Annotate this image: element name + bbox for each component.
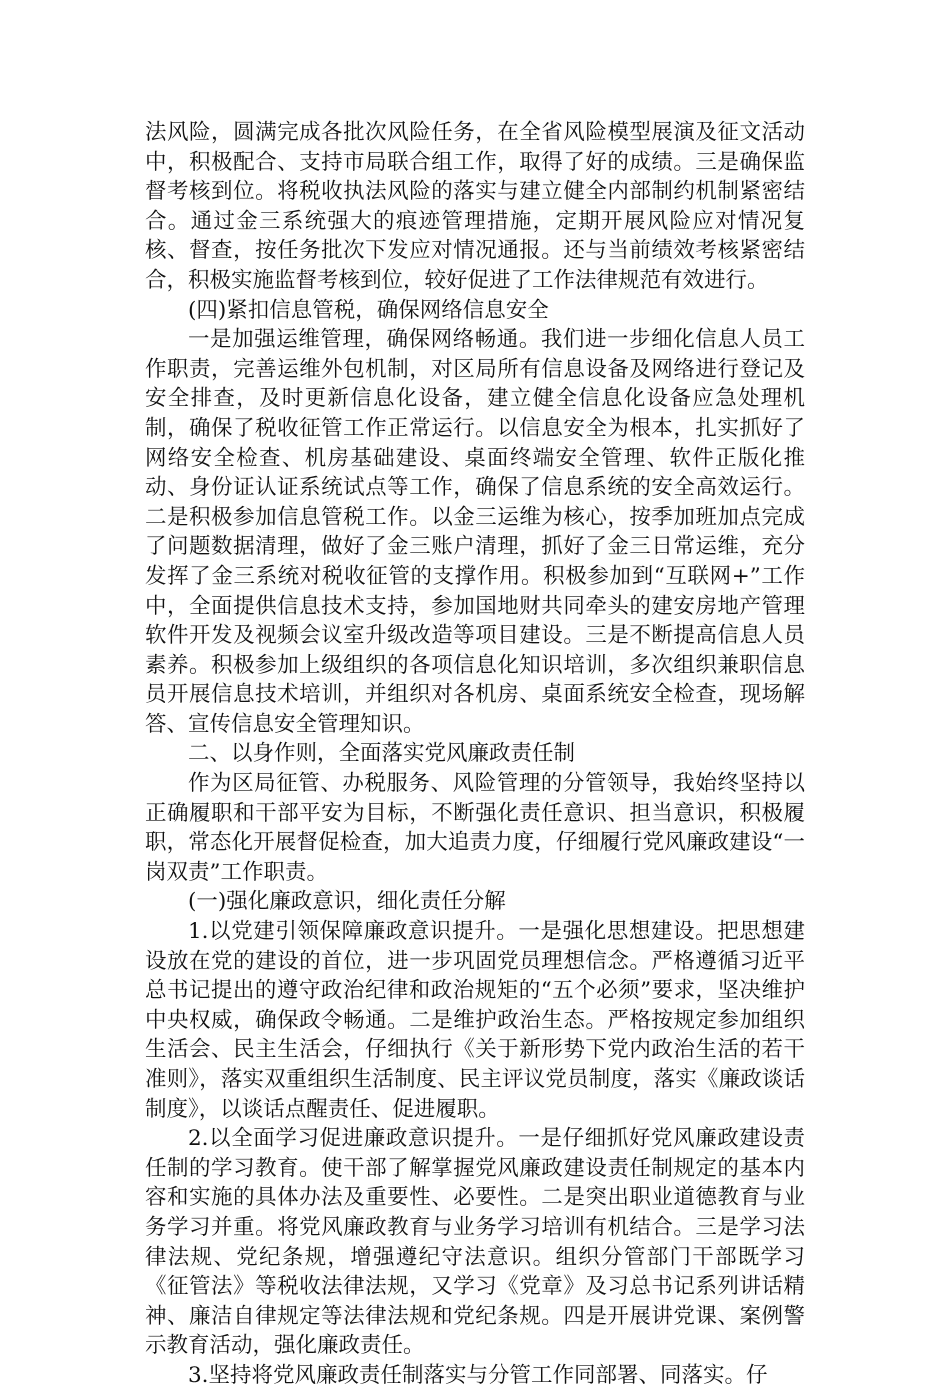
- paragraph-risk-continuation: 法风险，圆满完成各批次风险任务，在全省风险模型展演及征文活动中，积极配合、支持市局联合组工作，取得了好的成绩。三是确保监督考核到位。将税收执法风险的落实与建立健全内部制约机制紧密结合。通过金三系统强大的痕迹管理措施，定期开展风险应对情况复核、督查，按任务批次下发应对情况通报。还与当前绩效考核紧密结合，积极实施监督考核到位，较好促进了工作法律规范有效进行。: [145, 120, 805, 293]
- paragraph-item-2: 2.以全面学习促进廉政意识提升。一是仔细抓好党风廉政建设责任制的学习教育。使干部了解掌握党风廉政建设责任制规定的基本内容和实施的具体办法及重要性、必要性。二是突出职业道德教育与业务学习并重。将党风廉政教育与业务学习培训有机结合。三是学习法律法规、党纪条规，增强遵纪守法意识。组织分管部门干部既学习《征管法》等税收法律法规，又学习《党章》及习总书记系列讲话精神、廉洁自律规定等法律法规和党纪条规。四是开展讲党课、案例警示教育活动，强化廉政责任。: [145, 1126, 805, 1359]
- paragraph-info-tax: 一是加强运维管理，确保网络畅通。我们进一步细化信息人员工作职责，完善运维外包机制，对区局所有信息设备及网络进行登记及安全排查，及时更新信息化设备，建立健全信息化设备应急处理机制，确保了税收征管工作正常运行。以信息安全为根本，扎实抓好了网络安全检查、机房基础建设、桌面终端安全管理、软件正版化推动、身份证认证系统试点等工作，确保了信息系统的安全高效运行。二是积极参加信息管税工作。以金三运维为核心，按季加班加点完成了问题数据清理，做好了金三账户清理，抓好了金三日常运维，充分发挥了金三系统对税收征管的支撑作用。积极参加到“互联网+”工作中，全面提供信息技术支持，参加国地财共同牵头的建安房地产管理软件开发及视频会议室升级改造等项目建设。三是不断提高信息人员素养。积极参加上级组织的各项信息化知识培训，多次组织兼职信息员开展信息技术培训，并组织对各机房、桌面系统安全检查，现场解答、宣传信息安全管理知识。: [145, 327, 805, 737]
- document-body: [145, 118, 805, 1391]
- paragraph-leadership-duty: 作为区局征管、办税服务、风险管理的分管领导，我始终坚持以正确履职和干部平安为目标，不断强化责任意识、担当意识，积极履职，常态化开展督促检查，加大追责力度，仔细履行党风廉政建设“一岗双责”工作职责。: [145, 771, 805, 885]
- subsection-heading-integrity: (一)强化廉政意识，细化责任分解: [188, 889, 506, 915]
- section-heading-party-discipline: 二、以身作则，全面落实党风廉政责任制: [188, 741, 576, 767]
- paragraph-item-3: 3.坚持将党风廉政责任制落实与分管工作同部署、同落实。仔: [188, 1362, 768, 1388]
- section-heading-info-tax: (四)紧扣信息管税，确保网络信息安全: [188, 297, 549, 323]
- paragraph-item-1: 1.以党建引领保障廉政意识提升。一是强化思想建设。把思想建设放在党的建设的首位，进一步巩固党员理想信念。严格遵循习近平总书记提出的遵守政治纪律和政治规矩的“五个必须”要求，坚决维护中央权威，确保政令畅通。二是维护政治生态。严格按规定参加组织生活会、民主生活会，仔细执行《关于新形势下党内政治生活的若干准则》，落实双重组织生活制度、民主评议党员制度，落实《廉政谈话制度》，以谈话点醒责任、促进履职。: [145, 919, 805, 1122]
